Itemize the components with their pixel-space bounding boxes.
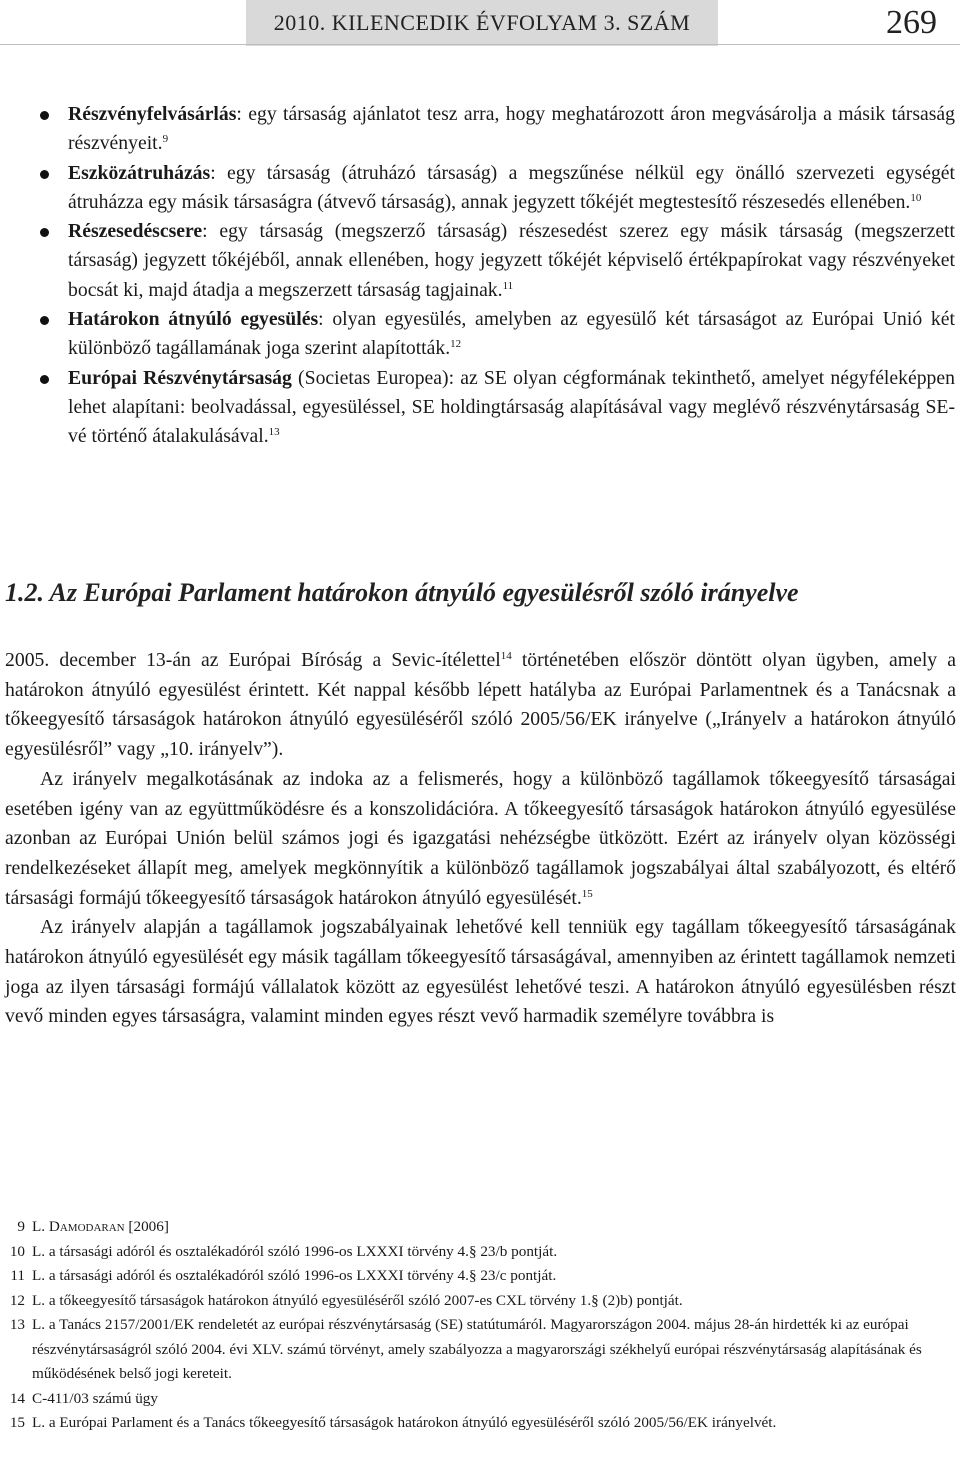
footnote-number: 14 — [9, 1389, 25, 1407]
footnote — [7, 1215, 957, 1240]
footnote-text: L. a Európai Parlament és a Tanács tőkeegyesítő társaságok határokon átnyúló egyesüléséről szóló 2005/56/EK irányelvét. — [32, 1414, 777, 1431]
footnote-number: 15 — [9, 1414, 25, 1431]
paragraph — [5, 646, 956, 765]
footnote-ref[interactable]: 10 — [910, 191, 922, 204]
bullet-icon — [40, 111, 49, 120]
footnote-text: L. a Tanács 2157/2001/EK rendeletét az európai részvénytársaság (SE) statútumáról. Magyarországon 2004. május 28-án hirdették ki az európai részvénytársaságról szóló 2004. évi XLV. számú törvényt, amely szabályozza a magyarországi székhelyű európai részvénytársaság alapításának és működésének belső jogi kereteit. — [32, 1316, 922, 1382]
definition-term: Határokon átnyúló egyesülés — [68, 308, 319, 331]
definition-item — [0, 217, 960, 305]
page-number: 269 — [886, 4, 937, 41]
footnote-author: Damodaran — [48, 1218, 125, 1235]
journal-issue-title: 2010. KILENCEDIK ÉVFOLYAM 3. SZÁM — [273, 10, 691, 35]
paragraph-text: történetében először döntött olyan ügyben, amely a határokon átnyúló egyesülést érintett. Két nappal később lépett hatályba az Európai Parlamentnek és a Tanácsnak a tőkeegyesítő társaságok határokon átnyúló egyesüléséről szóló 2005/56/EK irányelve („Irányelv a határokon átnyúló egyesülésről” vagy „10. irányelv”). — [5, 649, 957, 761]
definition-text: (Societas Europea): az SE olyan cégformának tekinthető, amelyet négyféleképpen lehet alapítani: beolvadással, egyesüléssel, SE holdingtársaság alapításával vagy meglévő részvénytársaság SE-vé történő átalakulásával. — [68, 366, 955, 448]
footnote-text: C-411/03 számú ügy — [32, 1389, 158, 1407]
footnote-ref[interactable]: 13 — [268, 426, 280, 439]
footnote-ref[interactable]: 11 — [502, 279, 514, 292]
section-heading: 1.2. Az Európai Parlament határokon átnyúló egyesülésről szóló irányelve — [5, 578, 799, 607]
definition-text: : egy társaság (átruházó társaság) a megszűnése nélkül egy önálló szervezeti egységét átruházza egy másik társaságra (átvevő társaság), annak jegyzett tőkéjét megtestesítő részesedés ellenében. — [68, 161, 955, 213]
body-text — [5, 646, 956, 1032]
footnote-ref[interactable]: 12 — [450, 338, 462, 351]
bullet-icon — [40, 170, 49, 179]
bullet-icon — [40, 375, 49, 384]
paragraph-text: 2005. december 13-án az Európai Bíróság a Sevic-ítélettel — [5, 649, 501, 671]
footnote-number: 13 — [9, 1316, 25, 1333]
footnote-text: L. a társasági adóról és osztalékadóról szóló 1996-os LXXXI törvény 4.§ 23/c pontját. — [32, 1267, 557, 1284]
bullet-icon — [40, 316, 49, 325]
footnote — [7, 1387, 957, 1412]
footnote — [7, 1313, 957, 1387]
footnote — [7, 1289, 957, 1314]
definition-term: Eszközátruházás — [68, 161, 211, 184]
footnotes — [7, 1215, 957, 1436]
footnote-ref[interactable]: 9 — [162, 133, 169, 146]
footnote-text: L. a társasági adóról és osztalékadóról szóló 1996-os LXXXI törvény 4.§ 23/b pontját. — [32, 1242, 558, 1260]
definition-item — [0, 364, 960, 452]
definition-text: : egy társaság ajánlatot tesz arra, hogy meghatározott áron megvásárolja a másik társaság részvényeit. — [68, 103, 955, 155]
footnote-ref[interactable]: 15 — [581, 887, 593, 900]
footnote-number: 11 — [10, 1267, 25, 1284]
paragraph-text: Az irányelv megalkotásának az indoka az a felismerés, hogy a különböző tagállamok tőkeegyesítő társaságai esetében igény van az együttműködésre és a konszolidációra. A tőkeegyesítő társaságok határokon átnyúló egyesülése azonban az Európai Unión belül számos jogi és igazgatási nehézségbe ütközött. Ezért az irányelv olyan közösségi rendelkezéseket állapít meg, amelyek megkönnyítik a különböző tagállamok jogszabályai által szabályozott, és eltérő társasági formájú tőkeegyesítő társaságok határokon átnyúló egyesülését. — [5, 767, 956, 909]
paragraph — [5, 913, 956, 1032]
footnote-number: 9 — [17, 1218, 25, 1235]
definition-term: Európai Részvénytársaság — [68, 366, 292, 389]
footnote-number: 12 — [9, 1291, 25, 1309]
definition-term: Részvényfelvásárlás — [68, 103, 237, 125]
header-divider — [0, 44, 960, 45]
footnote-text: [2006] — [124, 1218, 169, 1235]
paragraph-text: Az irányelv alapján a tagállamok jogszabályainak lehetővé kell tenniük egy tagállam tőkeegyesítő társaságának határokon átnyúló egyesülését egy másik tagállam tőkeegyesítő társaságával, amennyiben az érintett tagállamok nemzeti joga az ilyen társasági formájú vállalatok között az egyesülést lehetővé teszi. A határokon átnyúló egyesülésben részt vevő minden egyes társaságra, valamint minden egyes részt vevő harmadik személyre továbbra is — [5, 916, 956, 1028]
footnote — [7, 1264, 957, 1289]
footnote-text: L. a tőkeegyesítő társaságok határokon átnyúló egyesüléséről szóló 2007-es CXL törvény 1.§ (2)b) pontját. — [32, 1291, 683, 1309]
definition-list — [0, 100, 960, 452]
definition-item — [0, 100, 960, 159]
footnote — [7, 1411, 957, 1436]
footnote-text: L. — [32, 1218, 49, 1235]
footnote — [7, 1240, 957, 1265]
definition-text: : olyan egyesülés, amelyben az egyesülő két társaságot az Európai Unió két különböző tagállamának joga szerint alapították. — [68, 308, 955, 360]
footnote-ref[interactable]: 14 — [500, 650, 512, 662]
definition-item — [0, 159, 960, 218]
running-header — [246, 0, 718, 46]
definition-term: Részesedéscsere — [68, 220, 203, 243]
bullet-icon — [40, 228, 49, 237]
definition-text: : egy társaság (megszerző társaság) részesedést szerez egy másik társaság (megszerzett társaság) jegyzett tőkéjéből, annak ellenében, hogy jegyzett tőkéjét képviselő értékpapírokat vagy részvényeket bocsát ki, majd átadja a megszerzett társaság tagjainak. — [68, 220, 955, 301]
definition-item — [0, 305, 960, 364]
paragraph — [5, 765, 956, 914]
footnote-number: 10 — [9, 1242, 25, 1260]
